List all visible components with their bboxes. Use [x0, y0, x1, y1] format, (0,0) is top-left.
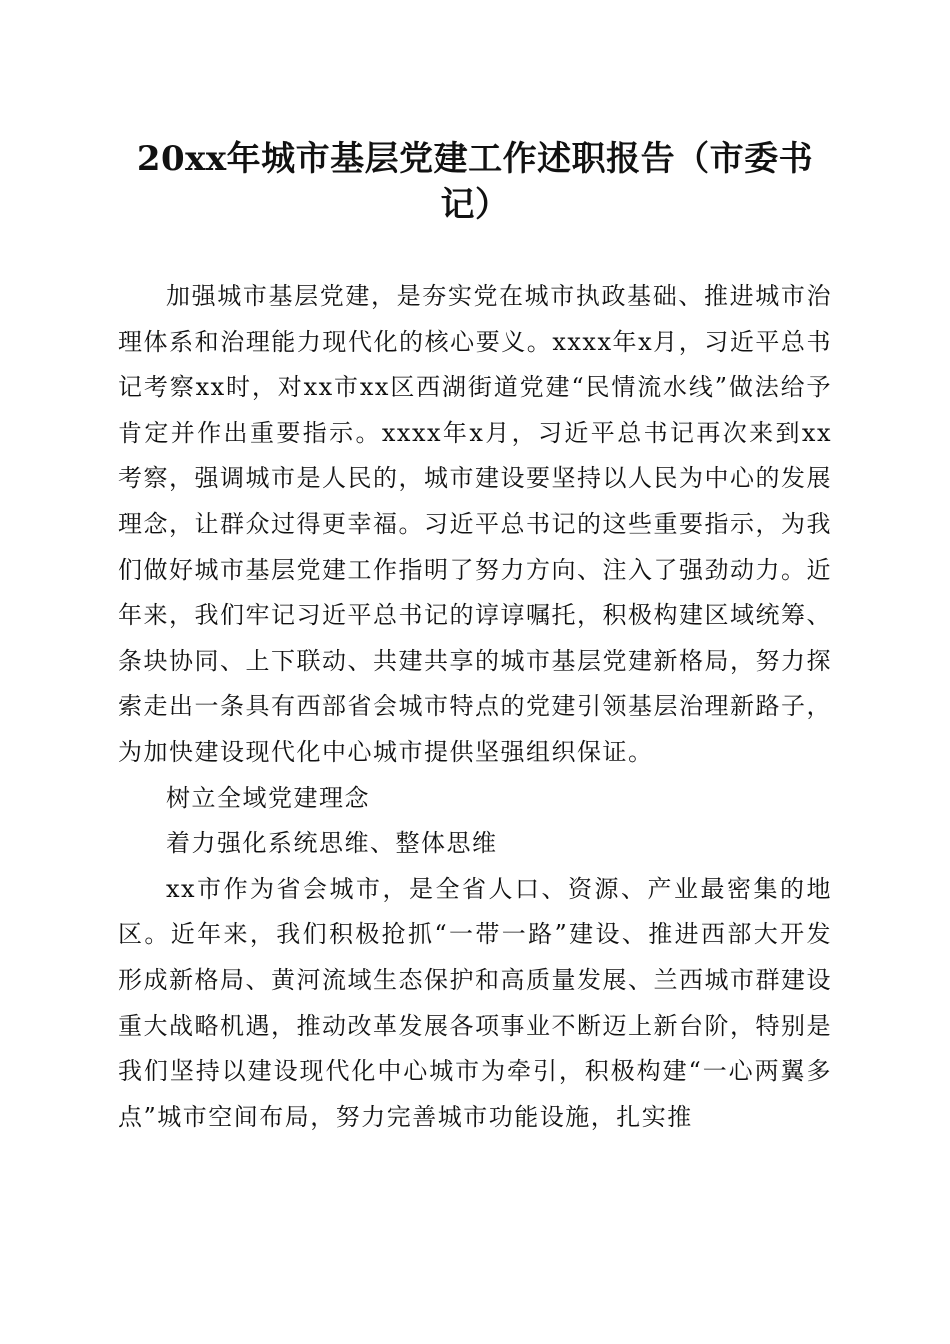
paragraph-city: xx市作为省会城市，是全省人口、资源、产业最密集的地区。近年来，我们积极抢抓“一带一路”建设、推进西部大开发形成新格局、黄河流域生态保护和高质量发展、兰西城市群建设重大战略机遇，推动改革发展各项事业不断迈上新台阶，特别是我们坚持以建设现代化中心城市为牵引，积极构建“一心两翼多点”城市空间布局，努力完善城市功能设施，扎实推 [118, 874, 832, 1131]
paragraph-intro: 加强城市基层党建，是夯实党在城市执政基础、推进城市治理体系和治理能力现代化的核心要义。xxxx年x月，习近平总书记考察xx时，对xx市xx区西湖街道党建“民情流水线”做法给予肯定并作出重要指示。xxxx年x月，习近平总书记再次来到xx考察，强调城市是人民的，城市建设要坚持以人民为中心的发展理念，让群众过得更幸福。习近平总书记的这些重要指示，为我们做好城市基层党建工作指明了努力方向、注入了强劲动力。近年来，我们牢记习近平总书记的谆谆嘱托，积极构建区域统筹、条块协同、上下联动、共建共享的城市基层党建新格局，努力探索走出一条具有西部省会城市特点的党建引领基层治理新路子，为加快建设现代化中心城市提供坚强组织保证。 [118, 282, 832, 766]
subsection-heading: 着力强化系统思维、整体思维 [166, 829, 498, 858]
section-heading: 树立全域党建理念 [166, 783, 370, 812]
document-title: 20xx年城市基层党建工作述职报告（市委书记） [136, 139, 814, 225]
document-body [118, 274, 832, 1140]
